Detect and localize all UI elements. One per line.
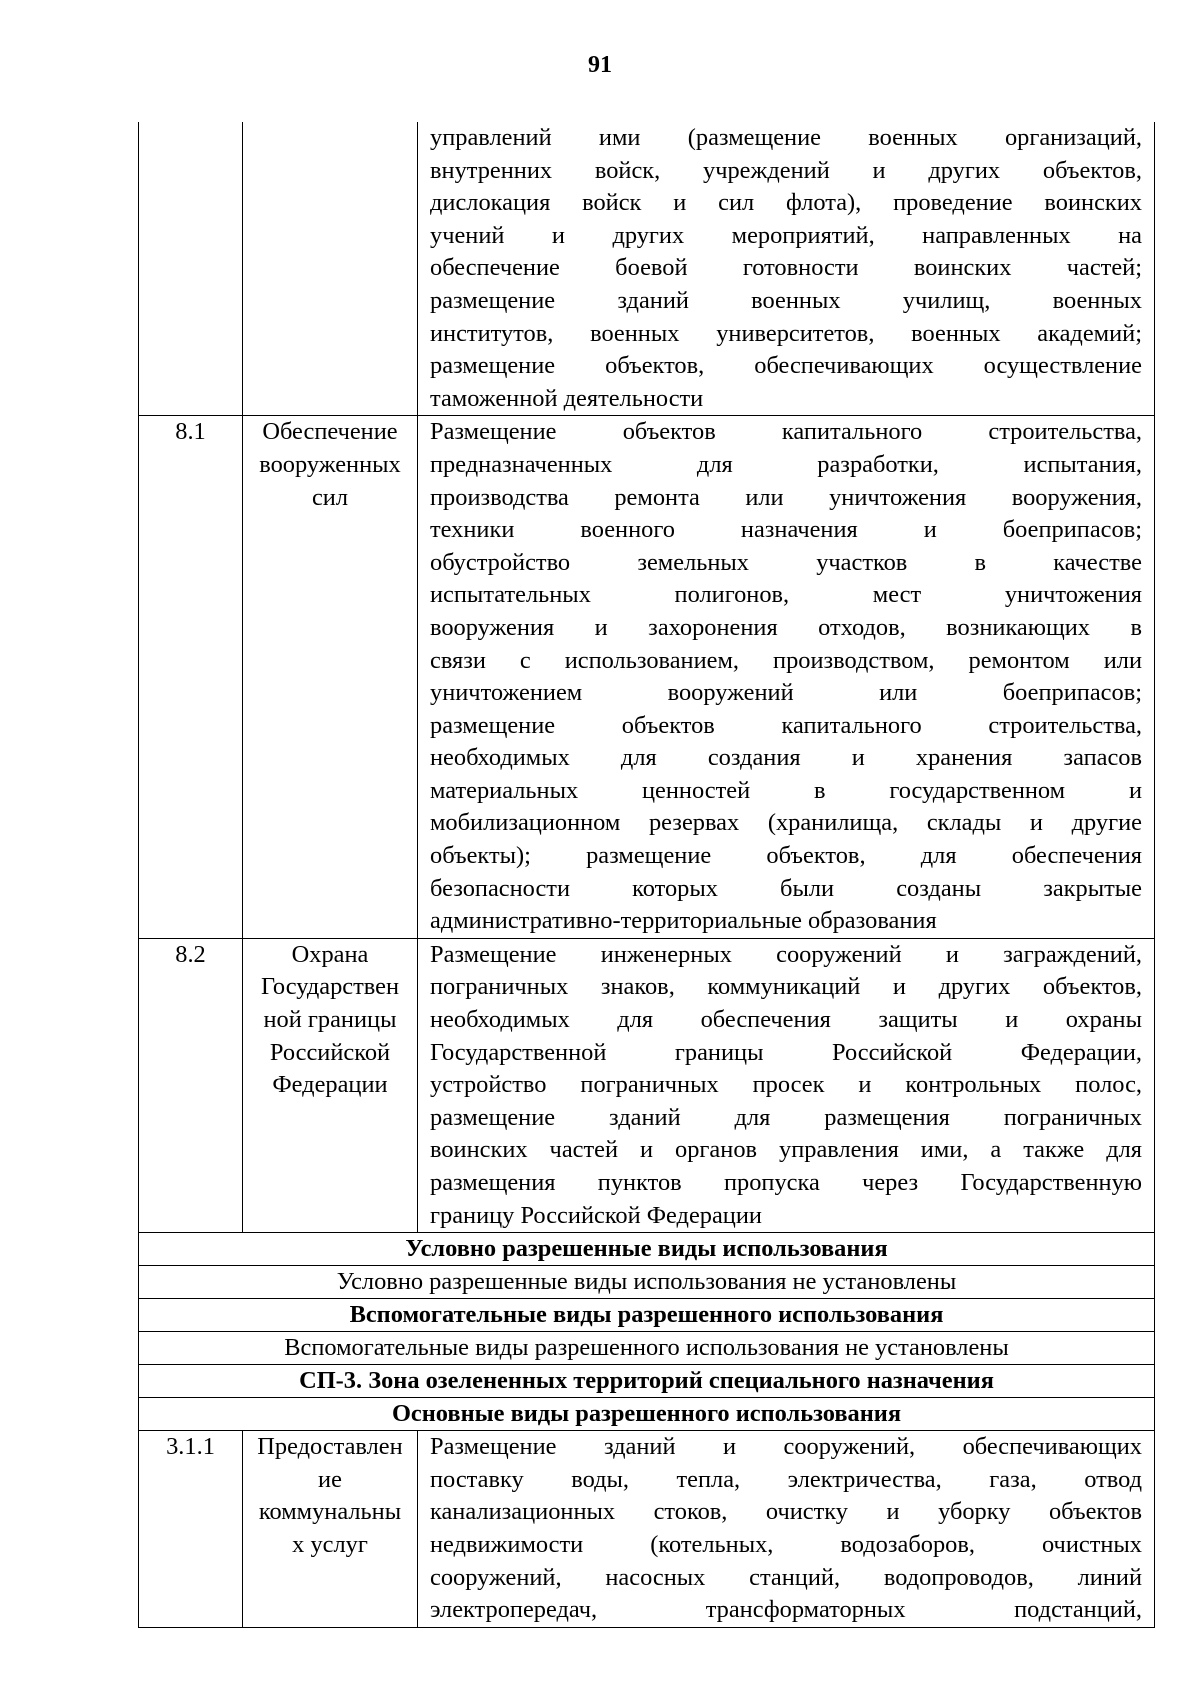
description-line: административно-территориальные образования [430,907,937,935]
description-line: размещение зданий для размещения пограничных [430,1103,1142,1131]
description-line: таможенной деятельности [430,384,704,412]
name-line: Российской [269,1038,391,1066]
description-line: канализационных стоков, очистку и уборку объектов [430,1498,1142,1526]
description-line: необходимых для обеспечения защиты и охраны [430,1006,1142,1034]
auxiliary-uses-text: Вспомогательные виды разрешенного использования не установлены [139,1332,1155,1365]
description-line: сооружений, насосных станций, водопроводов, линий [430,1563,1142,1591]
table-row-auxiliary-header [139,1299,1155,1332]
name-cell [243,1431,418,1628]
name-cell [243,938,418,1232]
description-line: поставку воды, тепла, электричества, газа, отвод [430,1465,1142,1493]
description-line: мобилизационном резервах (хранилища, склады и другие [430,809,1142,837]
page-number: 91 [588,52,612,78]
description-line: Размещение инженерных сооружений и заграждений, [430,940,1142,968]
description-line: связи с использованием, производством, ремонтом или [430,646,1142,674]
description-line: производства ремонта или уничтожения вооружения, [430,483,1142,511]
name-line: Предоставлен [257,1433,403,1461]
description-line: материальных ценностей в государственном и [430,776,1142,804]
description-line: электропередач, трансформаторных подстанций, [430,1596,1142,1624]
conditional-uses-text: Условно разрешенные виды использования не установлены [139,1266,1155,1299]
name-line: Охрана [291,940,369,968]
table-row-continuation [139,122,1155,416]
name-line: Государствен [260,973,400,1001]
description-line: управлений ими (размещение военных организаций, [430,124,1142,151]
description-line: предназначенных для разработки, испытания, [430,450,1142,478]
description-line: недвижимости (котельных, водозаборов, очистных [430,1530,1142,1558]
description-line: размещение объектов, обеспечивающих осуществление [430,352,1142,380]
description-line: вооружения и захоронения отходов, возникающих в [430,613,1142,641]
table-row-conditional-text [139,1266,1155,1299]
description-line: Размещение объектов капитального строительства, [430,418,1142,446]
description-line: обеспечение боевой готовности воинских частей; [430,254,1142,282]
table-row-8-2 [139,938,1155,1232]
description-line: размещения пунктов пропуска через Государственную [430,1169,1142,1196]
description-cell [418,1431,1155,1628]
description-line: Государственной границы Российской Федерации, [430,1038,1142,1066]
description-cell [418,416,1155,939]
description-line: учений и других мероприятий, направленных на [430,221,1142,249]
table-row-conditional-header [139,1233,1155,1266]
code-cell [139,122,243,416]
name-line: сил [311,483,349,511]
land-use-table [138,122,1155,1628]
table-row-auxiliary-text [139,1332,1155,1365]
description-line: безопасности которых были созданы закрытые [430,874,1142,902]
description-line: внутренних войск, учреждений и других объектов, [430,156,1142,184]
name-cell [243,122,418,416]
table-row-main-header [139,1398,1155,1431]
description-line: техники военного назначения и боеприпасов; [430,516,1142,544]
code-cell: 8.2 [139,938,243,1232]
main-uses-header: Основные виды разрешенного использования [139,1398,1155,1431]
name-line: ной границы [263,1006,397,1034]
table-row-3-1-1 [139,1431,1155,1628]
zone-header: СП-3. Зона озелененных территорий специального назначения [139,1365,1155,1398]
conditional-uses-header: Условно разрешенные виды использования [139,1233,1155,1266]
description-line: устройство пограничных просек и контрольных полос, [430,1071,1142,1099]
description-line: объекты); размещение объектов, для обеспечения [430,842,1142,870]
description-line: воинских частей и органов управления ими, а также для [430,1136,1142,1164]
description-line: испытательных полигонов, мест уничтожения [430,581,1142,609]
name-line: Федерации [272,1071,388,1099]
description-line: уничтожением вооружений или боеприпасов; [430,679,1142,707]
name-line: ие [318,1465,342,1493]
table-row-zone-header [139,1365,1155,1398]
description-line: размещение объектов капитального строительства, [430,711,1142,739]
code-cell: 8.1 [139,416,243,939]
description-line: дислокация войск и сил флота), проведение воинских [430,189,1142,217]
table-row-8-1 [139,416,1155,939]
description-line: размещение зданий военных училищ, военных [430,286,1142,314]
description-cell [418,938,1155,1232]
description-line: пограничных знаков, коммуникаций и других объектов, [430,973,1142,1001]
description-line: необходимых для создания и хранения запасов [430,744,1142,772]
code-cell: 3.1.1 [139,1431,243,1628]
description-line: институтов, военных университетов, военных академий; [430,319,1142,347]
name-line: вооруженных [259,450,401,478]
name-line: коммунальны [258,1498,402,1526]
description-line: обустройство земельных участков в качестве [430,548,1142,576]
description-line: Размещение зданий и сооружений, обеспечивающих [430,1433,1142,1461]
name-line: х услуг [292,1530,368,1558]
description-cell [418,122,1155,416]
name-cell [243,416,418,939]
name-line: Обеспечение [262,418,398,446]
description-line: границу Российской Федерации [430,1201,762,1229]
auxiliary-uses-header: Вспомогательные виды разрешенного использования [139,1299,1155,1332]
